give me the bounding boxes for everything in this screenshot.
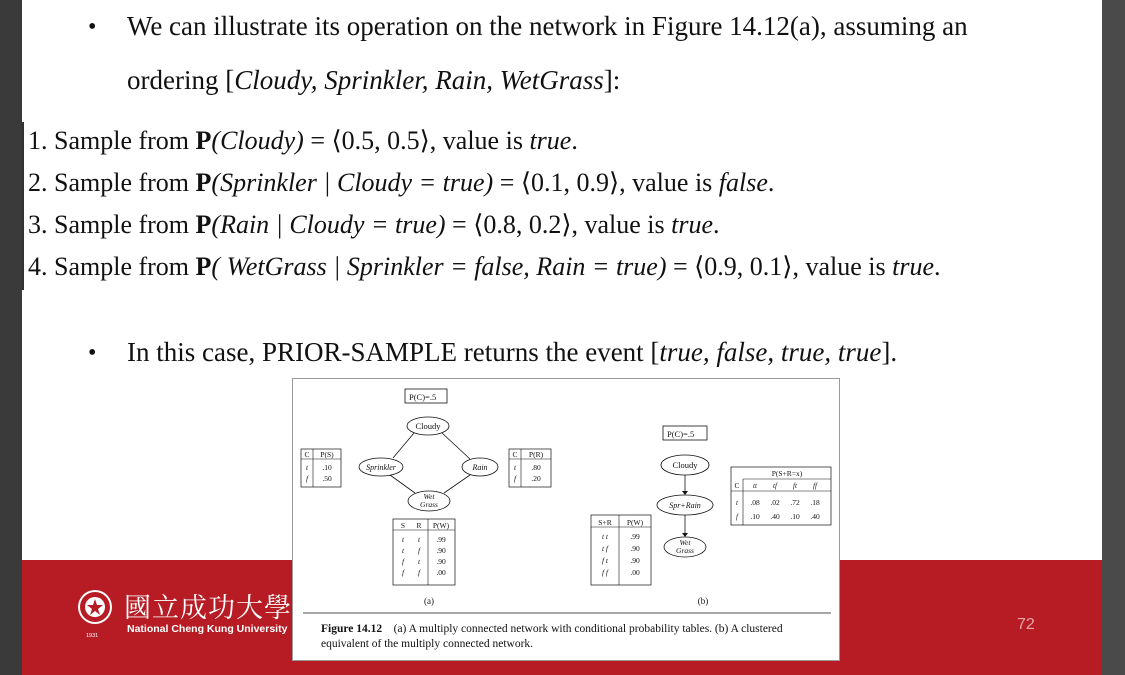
page-number: 72 bbox=[1017, 616, 1035, 633]
step-2: 2. Sample from P(Sprinkler | Cloudy = true) = ⟨0.1, 0.9⟩, value is false. bbox=[28, 168, 775, 197]
svg-text:.10: .10 bbox=[750, 512, 760, 521]
svg-text:t: t bbox=[401, 546, 405, 555]
bullet-1-line-2 bbox=[127, 64, 620, 96]
svg-text:t: t bbox=[736, 499, 738, 507]
svg-text:S+R: S+R bbox=[598, 518, 612, 527]
svg-text:f: f bbox=[417, 568, 421, 577]
bullet-2 bbox=[127, 336, 897, 368]
svg-text:tf: tf bbox=[773, 482, 777, 490]
step-1: 1. Sample from P(Cloudy) = ⟨0.5, 0.5⟩, value is true. bbox=[28, 126, 578, 155]
a-subfigure-label: (a) bbox=[424, 596, 434, 606]
step-3: 3. Sample from P(Rain | Cloudy = true) = ⟨0.8, 0.2⟩, value is true. bbox=[28, 210, 720, 239]
a-cpt-wetgrass bbox=[393, 519, 455, 585]
svg-text:ff: ff bbox=[813, 482, 817, 490]
svg-text:.10: .10 bbox=[790, 512, 800, 521]
svg-text:f: f bbox=[401, 557, 405, 566]
svg-text:P(R): P(R) bbox=[528, 450, 544, 459]
b-sprrain-label: Spr+Rain bbox=[669, 501, 701, 510]
bullet-1-line-1: We can illustrate its operation on the network in Figure 14.12(a), assuming an bbox=[127, 11, 968, 41]
slide bbox=[22, 0, 1102, 675]
svg-text:ft: ft bbox=[793, 482, 797, 490]
svg-text:.00: .00 bbox=[436, 568, 446, 577]
svg-text:t: t bbox=[417, 535, 421, 544]
svg-text:t: t bbox=[513, 463, 517, 472]
svg-text:f: f bbox=[401, 568, 405, 577]
svg-text:.72: .72 bbox=[790, 498, 800, 507]
svg-text:.10: .10 bbox=[322, 463, 332, 472]
svg-text:f: f bbox=[417, 546, 421, 555]
university-seal-icon bbox=[78, 590, 112, 624]
university-name-chinese: 國立成功大學 bbox=[124, 593, 292, 624]
svg-text:S: S bbox=[400, 521, 406, 530]
figure-14-12 bbox=[292, 378, 840, 661]
svg-text:.20: .20 bbox=[531, 474, 541, 483]
svg-text:C: C bbox=[512, 450, 518, 459]
sampling-steps bbox=[22, 120, 1102, 288]
bullet-1-post: ]: bbox=[603, 65, 621, 95]
svg-text:t: t bbox=[417, 557, 421, 566]
svg-text:.90: .90 bbox=[630, 556, 640, 565]
svg-text:P(S): P(S) bbox=[320, 450, 334, 459]
svg-text:.50: .50 bbox=[322, 474, 332, 483]
a-sprinkler-label: Sprinkler bbox=[366, 463, 396, 472]
a-cpt-rain bbox=[509, 449, 551, 487]
svg-text:P(W): P(W) bbox=[626, 518, 644, 527]
svg-text:P(S+R=x): P(S+R=x) bbox=[771, 469, 803, 478]
b-subfigure-label: (b) bbox=[697, 596, 709, 606]
bullet-2-pre: In this case, PRIOR-SAMPLE returns the event [ bbox=[127, 337, 660, 367]
window-edge bbox=[1102, 0, 1125, 675]
svg-text:C: C bbox=[304, 450, 310, 459]
caption-label: Figure 14.12 bbox=[321, 623, 383, 635]
svg-text:.90: .90 bbox=[436, 546, 446, 555]
svg-text:.18: .18 bbox=[810, 498, 820, 507]
bullet-2-post: ]. bbox=[881, 337, 898, 367]
logo-year: 1931 bbox=[86, 633, 99, 639]
svg-text:C: C bbox=[734, 481, 740, 490]
b-wetgrass-label-2: Grass bbox=[676, 546, 694, 555]
svg-text:t: t bbox=[401, 535, 405, 544]
b-pc-label: P(C)=.5 bbox=[667, 429, 695, 439]
a-pc-label: P(C)=.5 bbox=[409, 392, 437, 402]
a-wetgrass-label-2: Grass bbox=[420, 500, 438, 509]
steps-left-rule bbox=[22, 122, 24, 290]
svg-text:f: f bbox=[305, 474, 309, 483]
svg-text:.80: .80 bbox=[531, 463, 541, 472]
a-cloudy-label: Cloudy bbox=[415, 421, 441, 431]
svg-text:.90: .90 bbox=[436, 557, 446, 566]
step-4: 4. Sample from P( WetGrass | Sprinkler = false, Rain = true) = ⟨0.9, 0.1⟩, value is true. bbox=[28, 252, 941, 281]
svg-text:f: f bbox=[736, 513, 738, 521]
svg-text:.00: .00 bbox=[630, 568, 640, 577]
svg-text:t t: t t bbox=[601, 532, 609, 541]
svg-text:.40: .40 bbox=[810, 512, 820, 521]
bullet-1-pre: ordering [ bbox=[127, 65, 235, 95]
svg-text:.99: .99 bbox=[436, 535, 446, 544]
svg-text:.99: .99 bbox=[630, 532, 640, 541]
a-wetgrass-label-1: Wet bbox=[423, 492, 435, 501]
b-cpt-sprrain bbox=[731, 467, 831, 525]
svg-text:.40: .40 bbox=[770, 512, 780, 521]
b-wetgrass-label-1: Wet bbox=[679, 538, 691, 547]
bullet-1-ordering: Cloudy, Sprinkler, Rain, WetGrass bbox=[234, 65, 604, 95]
a-cpt-sprinkler bbox=[301, 449, 341, 487]
university-name-english: National Cheng Kung University bbox=[127, 623, 288, 635]
svg-text:f f: f f bbox=[601, 568, 609, 577]
a-rain-label: Rain bbox=[472, 463, 488, 472]
caption-text: (a) A multiply connected network with conditional probability tables. (b) A clustered equivalent of the multiply connected network. bbox=[321, 623, 783, 650]
b-cpt-wetgrass bbox=[591, 515, 651, 585]
svg-text:.02: .02 bbox=[770, 498, 780, 507]
b-cloudy-label: Cloudy bbox=[672, 460, 698, 470]
bullet-dot: • bbox=[88, 340, 97, 366]
svg-text:f: f bbox=[513, 474, 517, 483]
svg-text:R: R bbox=[416, 521, 422, 530]
svg-text:t f: t f bbox=[601, 544, 609, 553]
figure-caption bbox=[321, 622, 821, 652]
svg-text:tt: tt bbox=[753, 482, 757, 490]
svg-text:.90: .90 bbox=[630, 544, 640, 553]
svg-text:.08: .08 bbox=[750, 498, 760, 507]
a-edges bbox=[390, 433, 470, 493]
bullet-2-event: true, false, true, true bbox=[659, 337, 882, 367]
svg-text:f t: f t bbox=[601, 556, 609, 565]
svg-text:t: t bbox=[305, 463, 309, 472]
svg-text:P(W): P(W) bbox=[432, 521, 450, 530]
bullet-dot: • bbox=[88, 14, 97, 40]
